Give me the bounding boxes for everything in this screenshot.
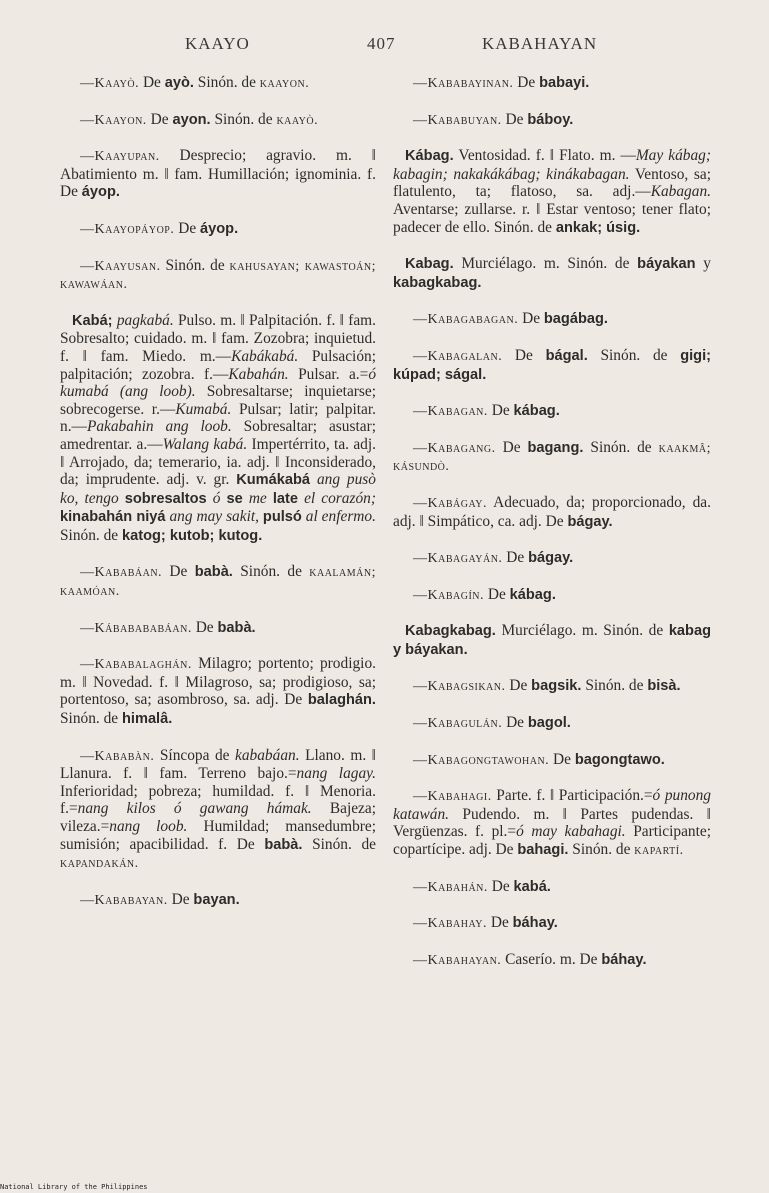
- entry-headword: —Kababalaghán.: [80, 657, 192, 673]
- entry-root-word: Kabá;: [72, 312, 113, 329]
- dictionary-entry: [60, 147, 376, 202]
- dictionary-entry: [393, 111, 711, 130]
- entry-example: ó kumabá (ang loob).: [60, 365, 377, 401]
- entry-text: De: [486, 914, 513, 932]
- entry-example: nang lagay.: [296, 765, 376, 783]
- entry-text: De: [549, 750, 575, 768]
- entry-headword: —Kaayopáyop.: [80, 221, 175, 237]
- entry-text: Sinón. de: [581, 677, 648, 695]
- entry-headword: kaakmâ; kásundò.: [393, 440, 711, 475]
- entry-root-word: bagsik.: [531, 678, 582, 695]
- entry-headword: —Kaayusan.: [80, 258, 161, 274]
- entry-text: Desprecio; agravio. m. ‖ Abatimiento m. ‖ fam. Humillación; ignominia. f. De: [60, 147, 376, 201]
- entry-headword: kaalamán; kaamóan.: [60, 565, 376, 600]
- entry-text: Sinón. de: [60, 526, 122, 544]
- entry-text: Murciélago. m. Sinón. de: [453, 255, 638, 273]
- entry-example: ó: [212, 489, 221, 507]
- entry-headword: —Kabagulán.: [413, 716, 503, 732]
- entry-headword: —Kababuyan.: [413, 112, 502, 128]
- header-right-guideword: KABAHAYAN: [482, 34, 598, 53]
- dictionary-entry: [60, 220, 376, 239]
- entry-root-word: Kumákabá: [236, 472, 311, 489]
- entry-headword: —Kabagín.: [413, 587, 484, 603]
- entry-root-word: bagongtawo.: [574, 751, 665, 768]
- entry-root-word: ayò.: [164, 75, 194, 91]
- dictionary-entry: [60, 891, 376, 910]
- entry-headword: —Kabagsikan.: [413, 679, 506, 695]
- entry-example: Kabagan.: [650, 183, 711, 201]
- entry-example: ó punong katawán.: [393, 787, 711, 823]
- entry-example: ang may sakit,: [169, 508, 259, 526]
- entry-headword: —Kababayinan.: [413, 76, 514, 91]
- entry-headword: —Kababàn.: [80, 748, 155, 764]
- entry-example: ang pusò ko, tengo: [60, 471, 376, 507]
- entry-root-word: bagol.: [527, 715, 571, 732]
- dictionary-entry: [393, 787, 711, 859]
- entry-headword: —Kaayon.: [80, 112, 147, 128]
- entry-headword: —Kabagan.: [413, 404, 488, 420]
- entry-root-word: babayi.: [539, 75, 590, 91]
- dictionary-entry: [393, 622, 711, 659]
- entry-text: [310, 471, 317, 488]
- dictionary-entry: [393, 402, 711, 421]
- dictionary-entry: [393, 347, 711, 384]
- dictionary-entry: [393, 439, 711, 476]
- entry-text: Bajeza; vileza.=: [60, 800, 376, 835]
- entry-example: Walang kabá.: [162, 435, 248, 453]
- entry-text: Sinón. de: [232, 563, 310, 581]
- entry-root-word: bágal.: [545, 347, 588, 364]
- entry-headword: —Kababayan.: [80, 892, 168, 908]
- dictionary-entry: [60, 619, 376, 638]
- entry-text: Adecuado, da; proporcionado, da. adj. ‖ Simpático, ca. adj. De: [393, 493, 711, 530]
- entry-headword: kaayò.: [276, 112, 319, 128]
- entry-headword: —Kabágay.: [413, 495, 487, 511]
- dictionary-entry: [393, 310, 711, 329]
- entry-text: De: [495, 438, 528, 456]
- entry-root-word: kábag.: [509, 586, 556, 603]
- right-column: [393, 74, 711, 987]
- entry-text: Sinón. de: [60, 710, 122, 728]
- entry-text: y: [695, 255, 711, 273]
- entry-example: me: [248, 489, 267, 507]
- entry-root-word: bayan.: [193, 891, 240, 908]
- entry-text: Ventoso, sa; flatulento, ta; flatoso, sa. adj.—: [393, 165, 712, 201]
- entry-headword: kapartí.: [634, 843, 684, 859]
- dictionary-entry: [393, 549, 711, 568]
- entry-text: De: [167, 890, 194, 908]
- dictionary-entry: [60, 74, 376, 93]
- dictionary-entry: [60, 257, 376, 294]
- entry-root-word: báboy.: [527, 111, 574, 128]
- entry-root-word: Kabagkabag.: [405, 623, 496, 640]
- entry-headword: —Kaayò.: [80, 76, 140, 91]
- entry-root-word: báyakan: [637, 256, 696, 273]
- entry-text: Inferioridad; pobreza; humildad. f. ‖ Menoria. f.=: [60, 782, 376, 818]
- entry-text: Síncopa de: [154, 746, 236, 764]
- left-column: [60, 74, 376, 927]
- entry-text: Sinón. de: [568, 841, 635, 859]
- entry-text: De: [505, 677, 532, 695]
- entry-root-word: ayon.: [172, 111, 211, 128]
- entry-example: Kabahán.: [228, 365, 289, 383]
- entry-text: Sinón. de: [210, 110, 277, 128]
- dictionary-entry: [60, 111, 376, 130]
- entry-root-word: Kábag.: [405, 148, 454, 165]
- entry-root-word: bagábag.: [543, 311, 608, 328]
- entry-text: De: [484, 585, 510, 603]
- entry-example: el corazón;: [304, 489, 376, 507]
- entry-headword: —Kabagabagan.: [413, 312, 519, 328]
- dictionary-entry: [393, 74, 711, 93]
- entry-root-word: ankak; úsig.: [555, 219, 641, 236]
- entry-text: De: [502, 714, 528, 732]
- entry-root-word: bágay.: [528, 550, 574, 567]
- entry-text: De: [191, 618, 218, 636]
- entry-root-word: Kabag.: [405, 256, 454, 273]
- entry-root-word: babà.: [217, 619, 256, 636]
- entry-text: Sinón. de: [302, 835, 376, 853]
- entry-root-word: kábag.: [513, 403, 560, 420]
- entry-root-word: áyop.: [200, 220, 239, 237]
- entry-headword: —Kababáan.: [80, 565, 163, 581]
- dictionary-entry: [393, 494, 711, 531]
- entry-root-word: kinabahán niyá: [60, 509, 166, 526]
- entry-text: Sinón. de: [193, 74, 260, 91]
- entry-text: Pulso. m. ‖ Palpitación. f. ‖ fam. Sobresalto; cuidado. m. ‖ fam. Zozobra; inquietud. f. ‖ fam. Miedo. m.—: [60, 311, 376, 365]
- entry-headword: —Kabagang.: [413, 440, 496, 456]
- entry-example: nang kilos ó gawang hámak.: [77, 800, 312, 818]
- entry-root-word: bagang.: [527, 439, 584, 456]
- entry-example: Kabákabá.: [231, 347, 299, 365]
- entry-text: Pulsar; latir; palpitar. n.—: [60, 400, 376, 436]
- entry-headword: —Kabahay.: [413, 916, 487, 932]
- entry-text: Humildad; mansedumbre; sumisión; apacibilidad. f. De: [60, 818, 376, 853]
- dictionary-entry: [393, 751, 711, 770]
- entry-text: De: [174, 219, 201, 237]
- entry-text: Aventarse; zullarse. r. ‖ Estar ventoso; tener flato; padecer de ello. Sinón. de: [393, 200, 711, 236]
- entry-text: Ventosidad. f. ‖ Flato. m. —: [453, 147, 636, 165]
- entry-text: Milagro; portento; prodigio. m. ‖ Novedad. f. ‖ Milagroso, sa; prodigioso, sa; portentoso, sa; asombroso, sa. adj. De: [60, 655, 376, 709]
- entry-text: De: [487, 877, 514, 895]
- entry-root-word: se: [226, 490, 243, 507]
- footer-credit: National Library of the Philippines: [0, 1183, 148, 1191]
- entry-root-word: pulsó: [262, 509, 302, 526]
- entry-headword: kaayon.: [259, 76, 310, 91]
- entry-example: kababáan.: [235, 746, 300, 764]
- entry-text: Pudendo. m. ‖ Partes pudendas. ‖ Vergüenzas. f. pl.=: [393, 805, 711, 841]
- dictionary-entry: [393, 914, 711, 933]
- dictionary-entry: [60, 747, 376, 873]
- dictionary-entry: [60, 312, 376, 546]
- entry-example: nang loob.: [109, 818, 188, 835]
- entry-example: pagkabá.: [116, 311, 174, 329]
- entry-text: Llano. m. ‖ Llanura. f. ‖ fam. Terreno bajo.=: [60, 746, 376, 783]
- entry-text: Impertérrito, ta. adj. ‖ Arrojado, da; temerario, ia. adj. ‖ Inconsiderado, da; imprudente. adj. v. gr.: [60, 435, 376, 489]
- header-left-guideword: KAAYO: [185, 34, 250, 53]
- entry-headword: —Kabahayan.: [413, 952, 502, 968]
- entry-example: May kábag; kabagin; nakakákábag; kinákabagan.: [393, 147, 711, 183]
- dictionary-entry: [393, 147, 711, 237]
- entry-headword: —Kaayupan.: [80, 149, 160, 165]
- entry-headword: —Kabagalan.: [413, 348, 503, 364]
- entry-text: De: [502, 346, 546, 364]
- entry-text: Participante; copartícipe. adj. De: [393, 823, 711, 859]
- entry-text: Sobresaltar; asustar; amedrentar. a.—: [60, 418, 376, 453]
- entry-example: ó may kabahagi.: [516, 823, 626, 841]
- entry-text: Caserío. m. De: [501, 950, 602, 968]
- entry-root-word: bisà.: [647, 678, 681, 695]
- entry-text: De: [139, 74, 165, 91]
- entry-text: Sobresaltarse; inquietarse; sobrecogerse. r.—: [60, 383, 377, 418]
- entry-root-word: bahagi.: [517, 842, 569, 859]
- entry-root-word: báhay.: [512, 915, 558, 932]
- entry-root-word: kabá.: [513, 878, 551, 895]
- entry-root-word: sobresaltos: [124, 490, 207, 507]
- entry-text: De: [513, 74, 540, 91]
- entry-text: Sinón. de: [160, 256, 230, 274]
- entry-root-word: katog; kutob; kutog.: [122, 527, 263, 544]
- dictionary-entry: [393, 878, 711, 897]
- entry-text: De: [502, 549, 529, 567]
- entry-text: De: [518, 310, 544, 328]
- entry-root-word: gigi; kúpad; ságal.: [393, 347, 711, 383]
- entry-headword: —Kabagongtawohan.: [413, 752, 550, 768]
- entry-text: Sinón. de: [583, 438, 659, 456]
- entry-root-word: babà.: [264, 836, 303, 853]
- entry-example: Pakabahin ang loob.: [86, 418, 232, 436]
- entry-text: De: [487, 402, 514, 420]
- entry-text: Murciélago. m. Sinón. de: [495, 622, 669, 640]
- entry-root-word: áyop.: [81, 184, 120, 201]
- entry-root-word: balaghán.: [307, 692, 376, 709]
- dictionary-entry: [393, 255, 711, 292]
- entry-headword: —Kábabababáan.: [80, 620, 192, 636]
- entry-headword: kapandakán.: [60, 856, 139, 872]
- entry-text: Pulsar. a.=: [288, 365, 369, 383]
- entry-text: Pulsación; palpitación; zozobra. f.—: [60, 347, 376, 383]
- entry-headword: —Kabahagi.: [413, 789, 492, 805]
- entry-root-word: kabagkabag.: [393, 274, 482, 291]
- entry-text: De: [501, 110, 528, 128]
- page-number: 407: [367, 34, 396, 53]
- entry-text: Sinón. de: [587, 346, 681, 364]
- entry-root-word: kabag y báyakan.: [393, 623, 711, 658]
- entry-root-word: himalâ.: [122, 711, 173, 728]
- entry-root-word: babà.: [194, 564, 233, 581]
- entry-root-word: bágay.: [567, 513, 613, 530]
- entry-example: al enfermo.: [305, 508, 376, 526]
- entry-text: Parte. f. ‖ Participación.=: [491, 787, 653, 805]
- dictionary-entry: [393, 677, 711, 696]
- dictionary-entry: [393, 586, 711, 605]
- entry-headword: —Kabahán.: [413, 879, 488, 895]
- entry-headword: —Kabagayán.: [413, 551, 503, 567]
- entry-text: De: [162, 563, 195, 581]
- dictionary-entry: [60, 655, 376, 728]
- entry-text: De: [146, 110, 173, 128]
- entry-root-word: late: [272, 490, 298, 507]
- entry-headword: kahusayan; kawastoán; kawawáan.: [60, 258, 376, 293]
- dictionary-entry: [393, 714, 711, 733]
- entry-example: Kumabá.: [175, 400, 232, 418]
- dictionary-entry: [393, 951, 711, 970]
- running-header: [0, 34, 769, 58]
- entry-root-word: báhay.: [601, 951, 647, 968]
- dictionary-entry: [60, 563, 376, 600]
